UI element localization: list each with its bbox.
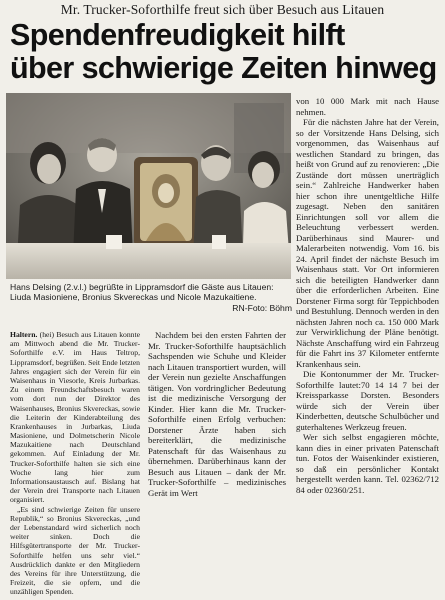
article-column-3 [296, 96, 439, 495]
article-paragraph-7: Wer sich selbst engagieren möchte, kann dies in einer privaten Patenschaft tun. Fotos der Waisenkinder existieren, so daß ein persönlicher Kontakt hergestellt werden kann. Tel. 02362/712 84 oder 02360/251. [296, 432, 439, 495]
photo-caption [10, 282, 292, 313]
article-paragraph-6: Die Kontonummer der Mr. Trucker-Soforthilfe lautet:70 14 14 7 bei der Kreissparkasse Dorsten. Besonders würde sich der Verein über Kinderbetten, deutsche Schulbücher und guterhaltenes Werkzeug freuen. [296, 369, 439, 432]
article-paragraph-1 [10, 330, 140, 505]
headline-line-2: über schwierige Zeiten hinweg [10, 51, 437, 85]
article-paragraph-3: Nachdem bei den ersten Fahrten der Mr. Trucker-Soforthilfe hauptsächlich Sachspenden wie Schuhe und Kleider nach Litauen transportiert wurden, will der Verein nun gezielte Anschaffungen tätigen. Von vordringlicher Bedeutung ist die medizinische Versorgung der Kinder. Hier kann die Mr. Trucker-Soforthilfe einen Erfolg verbuchen: Dorstener Ärzte haben sich bereiterklärt, die medizinische Patenschaft für das Waisenhaus zu übernehmen. Darüberhinaus kann der Besuch aus Litauen – dank der Mr. Trucker-Soforthilfe – medizinisches Gerät im Wert [148, 330, 286, 498]
photo-credit: RN-Foto: Böhm [232, 302, 292, 313]
headline [10, 19, 440, 85]
article-column-2 [148, 330, 286, 498]
kicker-line: Mr. Trucker-Soforthilfe freut sich über Besuch aus Litauen [60, 2, 385, 17]
article-column-1 [10, 330, 140, 596]
article-paragraph-2: „Es sind schwierige Zeiten für unsere Republik,“ so Bronius Skvereckas, „und der Lebenstandard wird sicherlich noch weiter sinken. Doch die Hilfsgütertransporte der Mr. Trucker-Soforthilfe helfen uns sehr viel.“ Ausdrücklich dankte er den Mitgliedern des Vereins für ihre Unterstützung, die Freizeit, die sie opfern, und die unzähligen Spenden. [10, 504, 140, 597]
headline-line-1: Spendenfreudigkeit hilft [10, 18, 345, 52]
caption-text: Hans Delsing (2.v.l.) begrüßte in Lippramsdorf die Gäste aus Litauen: Liuda Masioniene, Bronius Skvereckas und Nicole Mazukaitiene. [10, 282, 274, 303]
dateline: Haltern. [10, 330, 38, 339]
article-paragraph-5: Für die nächsten Jahre hat der Verein, so der Vorsitzende Hans Delsing, sich vorgenommen, das Waisenhaus auf westlichen Standard zu bringen, das heißt von Grund auf zu renovieren: „Die Zustände dort müssen unerträglich sein.“ Zahlreiche Handwerker haben hier schon ihre unentgeltliche Hilfe zugesagt. Neben den sanitären Einrichtungen soll vor allem die Beleuchtung verbessert werden. Darüberhinaus sind Maurer- und Malerarbeiten notwendig. Vom 16. bis 24. April findet der nächste Besuch im Waisenhaus statt. Vor Ort informieren sich die beteiligten Handwerker dann über die erforderlichen Arbeiten. Eine Dorstener Firma sorgt für Teppichboden und Bestuhlung. Dennoch werden in den nächsten Jahren noch ca. 150 000 Mark zur Verwirklichung der Pläne benötigt. Nächste Anschaffung wird ein Fahrzeug für die Fahrt ins 37 Kilometer entfernte Krankenhaus sein. [296, 117, 439, 369]
news-photo [6, 93, 291, 279]
paragraph-1-text: (hei) Besuch aus Litauen konnte am Mittwoch abend die Mr. Trucker-Soforthilfe e.V. im Haus Teltrop, Lippramsdorf, begrüßen. Seit Ende letzten Jahres engagiert sich der Verein für ein Waisenhaus in Viesorle, Kreis Jurbarkas. Zu einem Freundschaftsbesuch waren vom dort nun der Direktor des Waisenhauses, Bronius Skvereckas, sowie die Leiterin der Kinderabteilung des Krankenhauses in Jurbarkas, Liuda Masioniene, und Dolmetscherin Nicole Mazukaitiene nach Deutschland gekommen. Auf Einladung der Mr. Trucker-Soforthilfe halten sie sich eine Woche lang hier zum Informationsaustausch auf. Bislang hat der Verein drei Transporte nach Litauen organisiert. [10, 330, 140, 505]
article-paragraph-4: von 10 000 Mark mit nach Hause nehmen. [296, 96, 439, 117]
